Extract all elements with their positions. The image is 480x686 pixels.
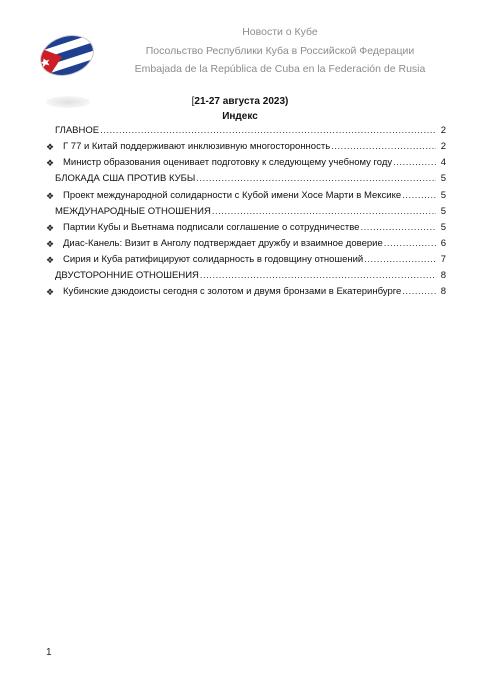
toc-entry-text: ГЛАВНОЕ xyxy=(55,125,100,136)
index-title: Индекс xyxy=(222,111,258,122)
header-embassy-es: Embajada de la República de Cuba en la Federación de Rusia xyxy=(134,63,426,75)
toc-leader xyxy=(212,205,436,219)
toc-page-number: 6 xyxy=(440,238,446,249)
diamond-bullet-icon: ❖ xyxy=(46,287,55,297)
page-number: 1 xyxy=(46,647,52,658)
toc-article[interactable] xyxy=(0,285,480,299)
toc-page-number: 8 xyxy=(440,270,446,281)
toc-article[interactable] xyxy=(0,237,480,251)
toc-leader xyxy=(384,237,436,251)
toc-leader xyxy=(331,140,436,154)
toc-entry-text: Г 77 и Китай поддерживают инклюзивную многосторонность xyxy=(63,141,331,152)
toc-page-number: 5 xyxy=(440,206,446,217)
toc-entry-text: ДВУСТОРОННИЕ ОТНОШЕНИЯ xyxy=(55,270,199,281)
toc-leader xyxy=(196,172,436,186)
toc-article[interactable] xyxy=(0,156,480,170)
toc-entry-text: Проект международной солидарности с Кубой имени Хосе Марти в Мексике xyxy=(63,190,402,201)
date-range xyxy=(0,96,480,107)
toc-entry-text: Сирия и Куба ратифицируют солидарность в годовщину отношений xyxy=(63,254,364,265)
toc-section[interactable] xyxy=(0,205,480,219)
header-title: Новости о Кубе xyxy=(242,26,318,38)
diamond-bullet-icon: ❖ xyxy=(46,239,55,249)
toc-entry-text: Диас-Канель: Визит в Анголу подтверждает дружбу и взаимное доверие xyxy=(63,238,383,249)
toc-leader xyxy=(402,189,436,203)
toc-page-number: 8 xyxy=(440,286,446,297)
toc-entry-text: МЕЖДУНАРОДНЫЕ ОТНОШЕНИЯ xyxy=(55,206,211,217)
date-bracket: [ xyxy=(191,96,195,107)
toc-entry-text: Кубинские дзюдоисты сегодня с золотом и двумя бронзами в Екатеринбурге xyxy=(63,286,402,297)
toc-article[interactable] xyxy=(0,189,480,203)
diamond-bullet-icon: ❖ xyxy=(46,191,55,201)
toc-entry-text: Партии Кубы и Вьетнама подписали соглашение о сотрудничестве xyxy=(63,222,360,233)
diamond-bullet-icon: ❖ xyxy=(46,158,55,168)
date-range-text: 21-27 августа 2023) xyxy=(194,96,289,107)
toc-entry-text: Министр образования оценивает подготовку к следующему учебному году xyxy=(63,157,393,168)
toc-leader xyxy=(393,156,436,170)
toc-page-number: 4 xyxy=(440,157,446,168)
toc-section[interactable] xyxy=(0,172,480,186)
toc-page-number: 5 xyxy=(440,173,446,184)
toc-section[interactable] xyxy=(0,124,480,138)
toc-page-number: 2 xyxy=(440,141,446,152)
toc-leader xyxy=(200,269,436,283)
diamond-bullet-icon: ❖ xyxy=(46,223,55,233)
header-embassy-ru: Посольство Республики Куба в Российской Федерации xyxy=(145,45,415,57)
toc-article[interactable] xyxy=(0,253,480,267)
diamond-bullet-icon: ❖ xyxy=(46,255,55,265)
toc-page-number: 5 xyxy=(440,190,446,201)
toc-leader xyxy=(364,253,436,267)
diamond-bullet-icon: ❖ xyxy=(46,142,55,152)
toc-leader xyxy=(402,285,436,299)
toc-article[interactable] xyxy=(0,140,480,154)
toc-page-number: 2 xyxy=(440,125,446,136)
toc-page-number: 5 xyxy=(440,222,446,233)
toc-leader xyxy=(100,124,436,138)
toc-leader xyxy=(360,221,436,235)
toc-entry-text: БЛОКАДА США ПРОТИВ КУБЫ xyxy=(55,173,196,184)
toc-article[interactable] xyxy=(0,221,480,235)
toc-page-number: 7 xyxy=(440,254,446,265)
toc-section[interactable] xyxy=(0,269,480,283)
